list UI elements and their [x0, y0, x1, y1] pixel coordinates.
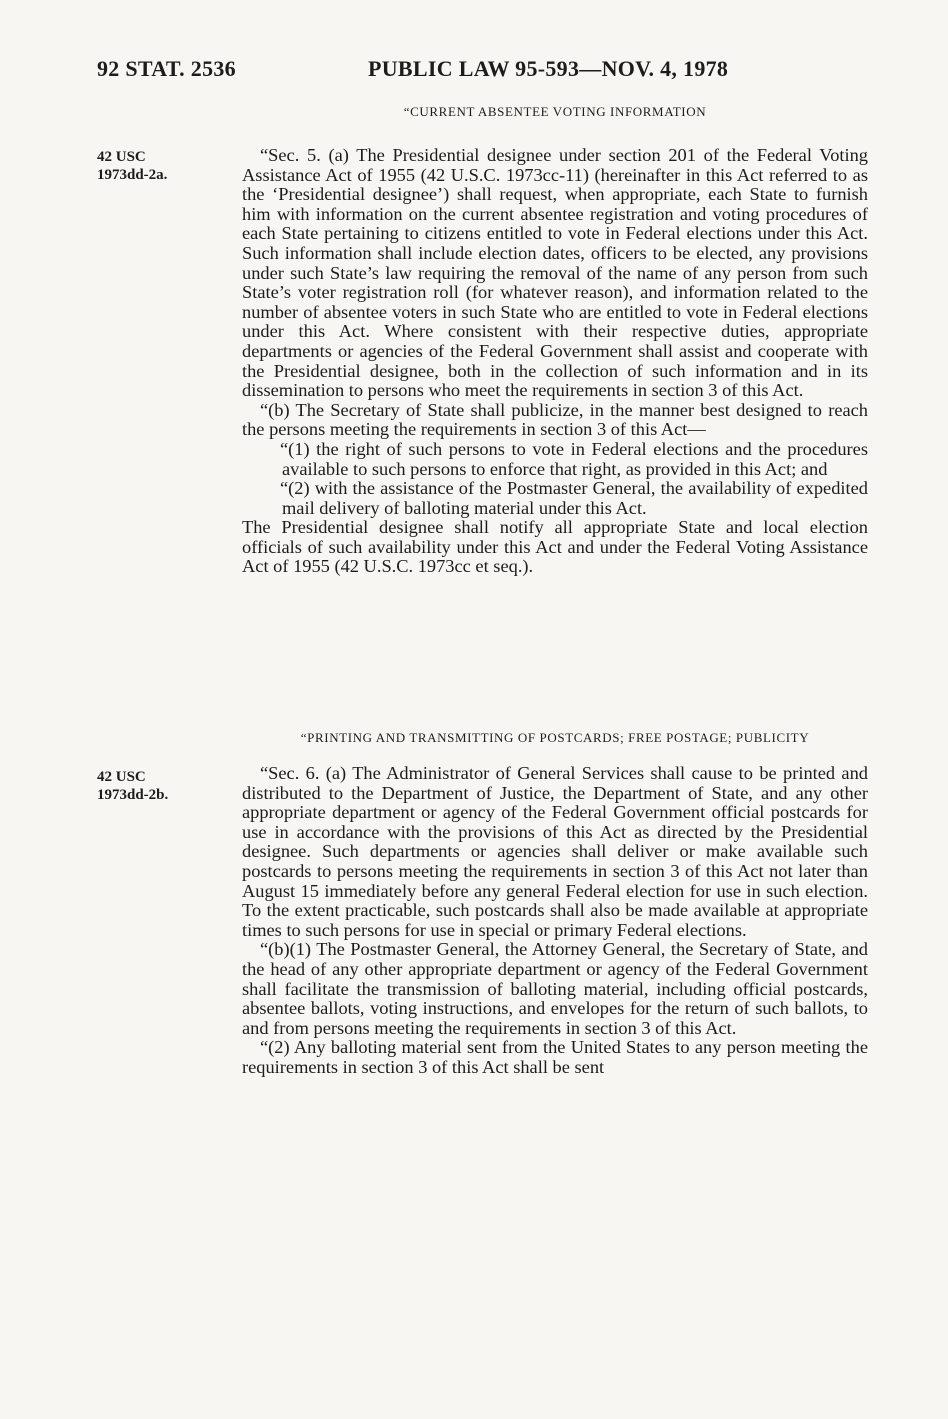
section-5-body — [242, 146, 868, 577]
page-title: PUBLIC LAW 95-593—NOV. 4, 1978 — [368, 56, 729, 81]
margin-citation-line: 42 USC — [97, 149, 146, 165]
section-5a-paragraph: “Sec. 5. (a) The Presidential designee under section 201 of the Federal Voting Assistance Act of 1955 (42 U.S.C. 1973cc-11) (hereinafter in this Act referred to as the ‘Presidential designee’) shall request, when appropriate, each State to furnish him with information on the current absentee registration and voting procedures of each State pertaining to citizens entitled to vote in Federal elections under this Act. Such information shall include election dates, officers to be elected, any provisions under such State’s law requiring the removal of the name of any person from such State’s voter registration roll (for whatever reason), and information related to the number of absentee voters in such State who are entitled to vote in Federal elections under this Act. Where consistent with their respective duties, appropriate departments or agencies of the Federal Government shall assist and cooperate with the Presidential designee, both in the collection of such information and in its dissemination to persons who meet the requirements in section 3 of this Act. — [242, 145, 868, 401]
margin-citation-line: 42 USC — [97, 769, 146, 785]
section-6b1-paragraph: “(b)(1) The Postmaster General, the Attorney General, the Secretary of State, and the head of any other appropriate department or agency of the Federal Government shall facilitate the transmission of balloting material, including official postcards, absentee ballots, voting instructions, and envelopes for the return of such ballots, to and from persons meeting the requirements in section 3 of this Act. — [242, 939, 868, 1038]
margin-citation-section-5 — [97, 148, 227, 184]
section-5-closing-paragraph: The Presidential designee shall notify all appropriate State and local election officials of such availability under this Act and under the Federal Voting Assistance Act of 1955 (42 U.S.C. 1973cc et seq.). — [242, 517, 868, 577]
margin-citation-line: 1973dd-2b. — [97, 787, 169, 803]
section-5b-item-2: “(2) with the assistance of the Postmaster General, the availability of expedited mail delivery of balloting material under this Act. — [280, 478, 868, 518]
margin-citation-section-6 — [97, 768, 227, 804]
section-6-heading: “PRINTING AND TRANSMITTING OF POSTCARDS; FREE POSTAGE; PUBLICITY — [300, 730, 810, 745]
section-5-heading: “CURRENT ABSENTEE VOTING INFORMATION — [403, 104, 707, 119]
section-6b2-paragraph: “(2) Any balloting material sent from the United States to any person meeting the requirements in section 3 of this Act shall be sent — [242, 1037, 868, 1077]
page-stat-number: 92 STAT. 2536 — [97, 56, 236, 81]
section-6-body — [242, 764, 868, 1078]
section-5b-item-1: “(1) the right of such persons to vote in Federal elections and the procedures available to such persons to enforce that right, as provided in this Act; and — [280, 438, 868, 479]
margin-citation-line: 1973dd-2a. — [97, 167, 168, 183]
section-5b-paragraph: “(b) The Secretary of State shall publicize, in the manner best designed to reach the persons meeting the requirements in section 3 of this Act— — [242, 399, 868, 440]
section-6a-paragraph: “Sec. 6. (a) The Administrator of General Services shall cause to be printed and distributed to the Department of Justice, the Department of State, and any other appropriate department or agency of the Federal Government official postcards for use in accordance with the provisions of this Act as directed by the Presidential designee. Such departments or agencies shall deliver or make available such postcards to persons meeting the requirements in section 3 of this Act not later than August 15 immediately before any general Federal election for use in such election. To the extent practicable, such postcards shall also be made available at appropriate times to such persons for use in special or primary Federal elections. — [242, 763, 868, 940]
